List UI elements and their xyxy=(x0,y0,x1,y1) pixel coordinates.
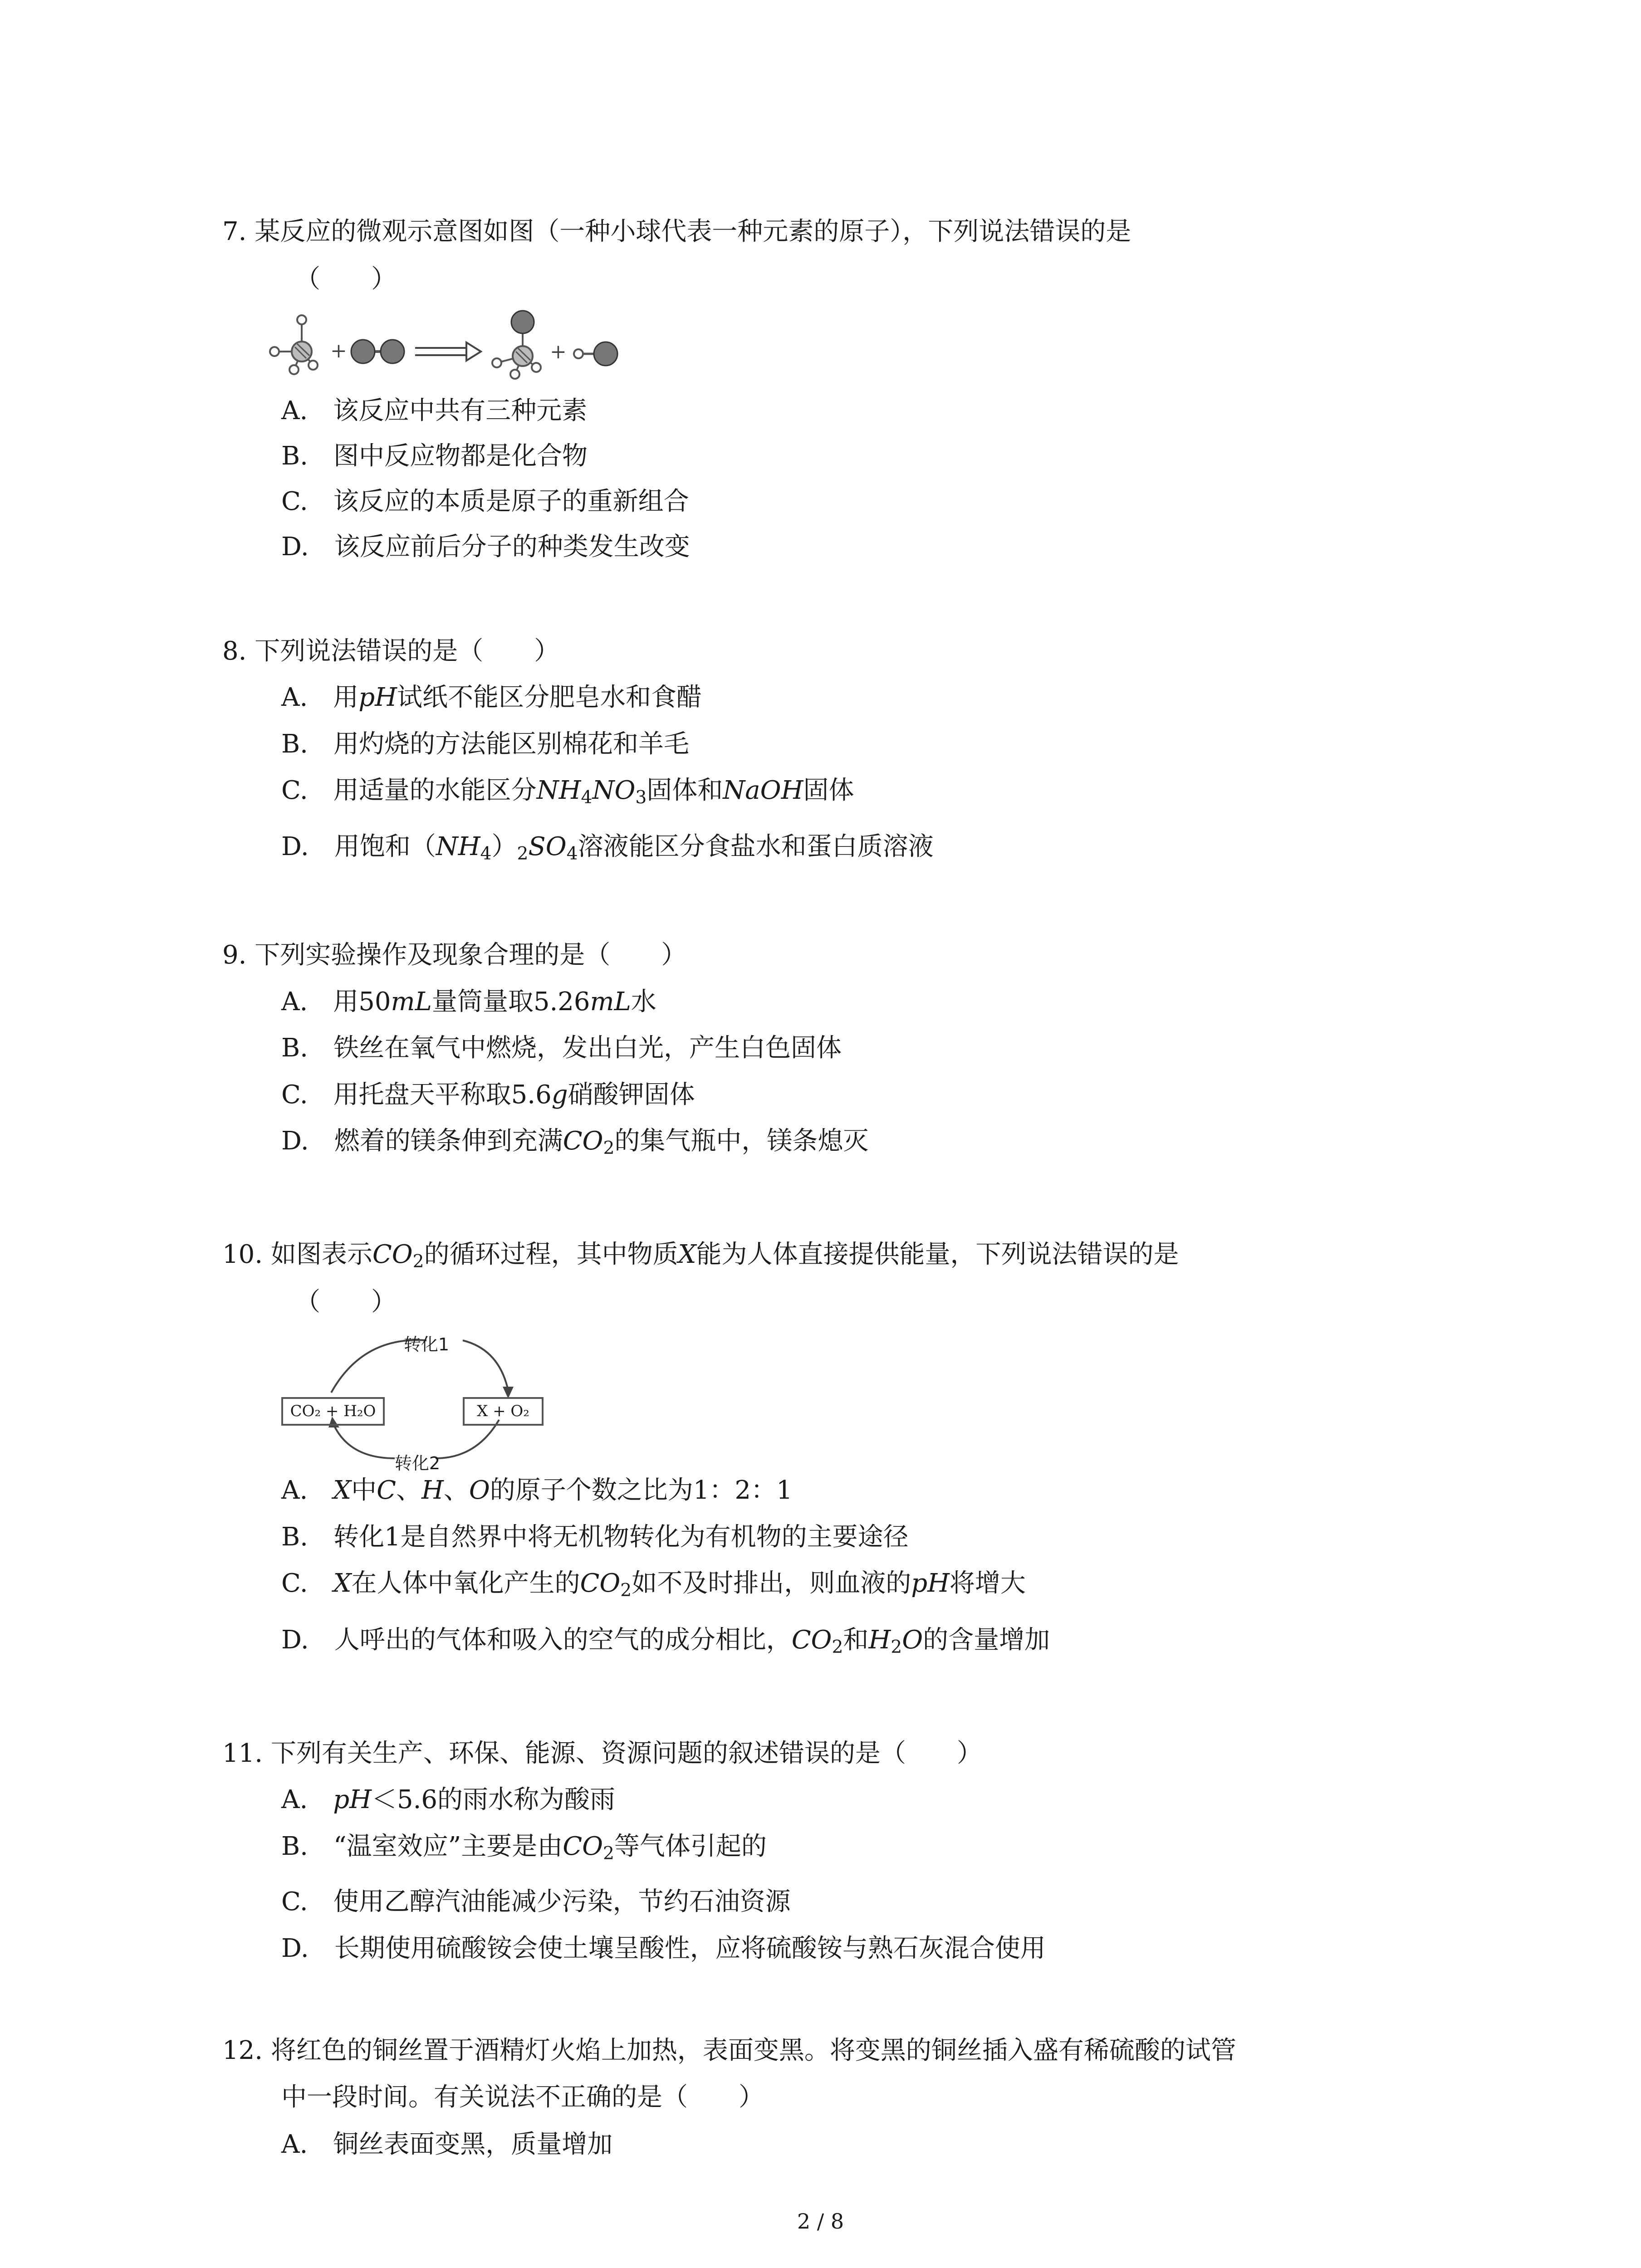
option-8c xyxy=(281,777,854,807)
option-text: ） xyxy=(491,832,517,861)
option-text: 如不及时排出，则血液的 xyxy=(632,1569,911,1598)
reaction-diagram xyxy=(268,308,676,386)
option-9a xyxy=(281,988,656,1016)
option-text: 和 xyxy=(843,1625,869,1655)
option-7a xyxy=(281,397,587,425)
option-text: 的原子个数之比为1：2：1 xyxy=(490,1476,793,1505)
subscript: 2 xyxy=(891,1637,902,1657)
question-number: 9. xyxy=(222,940,247,970)
option-text: 该反应的本质是原子的重新组合 xyxy=(333,487,689,516)
option-text: 固体和 xyxy=(647,776,723,805)
page-number: 2 / 8 xyxy=(797,2209,844,2234)
formula: CO xyxy=(791,1625,832,1655)
option-text: 该反应中共有三种元素 xyxy=(333,396,588,425)
subscript: 2 xyxy=(603,1138,615,1158)
option-label: D. xyxy=(281,832,309,861)
yields-arrow-icon xyxy=(415,342,481,361)
label-conversion-1: 转化1 xyxy=(403,1334,450,1354)
subscript: 2 xyxy=(832,1637,843,1657)
unit: mL xyxy=(391,987,432,1017)
formula: SO xyxy=(528,832,567,861)
option-text: 燃着的镁条伸到充满 xyxy=(334,1126,563,1156)
option-label: A. xyxy=(281,683,308,712)
option-8a xyxy=(281,684,702,712)
option-label: B. xyxy=(281,1832,308,1861)
option-text: 硝酸钾固体 xyxy=(568,1080,695,1110)
answer-paren: （ ） xyxy=(295,1287,397,1317)
option-label: A. xyxy=(281,1476,308,1505)
option-9d xyxy=(281,1127,868,1158)
question-text: 下列有关生产、环保、能源、资源问题的叙述错误的是（ ） xyxy=(270,1739,982,1768)
option-text: 等气体引起的 xyxy=(614,1832,767,1861)
option-11a xyxy=(281,1786,615,1814)
option-9b xyxy=(281,1034,842,1062)
subscript: 2 xyxy=(620,1580,632,1601)
option-text: 该反应前后分子的种类发生改变 xyxy=(334,532,690,562)
subscript: 2 xyxy=(517,843,529,864)
option-text: 中 xyxy=(351,1476,377,1505)
variable: pH xyxy=(333,1785,372,1814)
option-7c xyxy=(281,488,689,516)
option-text: 图中反应物都是化合物 xyxy=(333,441,588,471)
option-label: C. xyxy=(281,1080,308,1110)
question-number: 12. xyxy=(222,2036,263,2065)
option-label: C. xyxy=(281,1887,308,1916)
subscript: 4 xyxy=(480,843,492,864)
question-10-stem xyxy=(222,1241,1179,1271)
variable: X xyxy=(678,1240,696,1269)
subscript: 2 xyxy=(412,1251,424,1272)
formula: CO xyxy=(563,1126,603,1156)
formula: CO xyxy=(563,1832,603,1861)
question-12-stem-line-2: 中一段时间。有关说法不正确的是（ ） xyxy=(281,2082,764,2112)
variable: X xyxy=(333,1476,352,1505)
molecule-product-2 xyxy=(574,342,617,366)
question-text: 将红色的铜丝置于酒精灯火焰上加热，表面变黑。将变黑的铜丝插入盛有稀硫酸的试管 xyxy=(270,2036,1236,2065)
formula: H xyxy=(868,1625,891,1655)
option-text: “温室效应”主要是由 xyxy=(333,1832,563,1861)
option-10b xyxy=(281,1523,909,1551)
molecule-product-1 xyxy=(492,311,541,379)
formula: CO xyxy=(580,1569,621,1598)
co2-cycle-diagram xyxy=(281,1327,544,1473)
option-text: 用托盘天平称取5.6 xyxy=(333,1080,552,1110)
plus-sign: + xyxy=(330,339,347,362)
option-11d xyxy=(281,1935,1046,1963)
question-7-stem xyxy=(222,218,1131,246)
option-11c xyxy=(281,1888,791,1916)
option-11b xyxy=(281,1833,767,1863)
option-7d xyxy=(281,533,690,561)
option-text: 水 xyxy=(631,987,656,1017)
box-x-o2: X + O₂ xyxy=(463,1397,544,1426)
formula: CO xyxy=(372,1240,413,1269)
option-text: 量筒量取5.26 xyxy=(431,987,590,1017)
option-8d xyxy=(281,833,934,864)
question-12-stem xyxy=(222,2037,1236,2065)
question-9-stem xyxy=(222,941,686,969)
box-co2-h2o: CO₂ + H₂O xyxy=(281,1397,385,1426)
option-text: 铁丝在氧气中燃烧，发出白光，产生白色固体 xyxy=(333,1033,842,1063)
option-label: B. xyxy=(281,1033,308,1063)
option-10d xyxy=(281,1626,1050,1657)
molecule-reactant-2 xyxy=(351,340,404,363)
formula: NH xyxy=(536,776,581,805)
option-text: 的含量增加 xyxy=(923,1625,1050,1655)
option-text: 在人体中氧化产生的 xyxy=(351,1569,580,1598)
question-8-stem xyxy=(222,637,559,665)
option-text: 溶液能区分食盐水和蛋白质溶液 xyxy=(578,832,934,861)
option-text: 试纸不能区分肥皂水和食醋 xyxy=(397,683,702,712)
formula: O xyxy=(902,1625,923,1655)
option-12a xyxy=(281,2131,612,2159)
option-label: C. xyxy=(281,1569,308,1598)
question-number: 7. xyxy=(222,217,247,246)
subscript: 4 xyxy=(581,787,593,808)
subscript: 2 xyxy=(603,1843,614,1864)
molecule-reactant-1 xyxy=(270,315,318,374)
variable: C xyxy=(377,1476,396,1505)
option-text: 用饱和（ xyxy=(334,832,436,861)
option-text: 用灼烧的方法能区别棉花和羊毛 xyxy=(333,729,689,759)
formula: NaOH xyxy=(723,776,803,805)
option-7b xyxy=(281,442,588,470)
option-text: 转化1是自然界中将无机物转化为有机物的主要途径 xyxy=(333,1522,909,1552)
answer-paren: （ ） xyxy=(295,264,397,294)
option-text: 用50 xyxy=(333,987,391,1017)
option-label: A. xyxy=(281,2130,308,2159)
option-10c xyxy=(281,1569,1026,1600)
option-text: 铜丝表面变黑，质量增加 xyxy=(333,2130,613,2159)
unit: g xyxy=(551,1080,568,1110)
option-label: D. xyxy=(281,532,309,562)
formula: pH xyxy=(358,683,397,712)
option-label: D. xyxy=(281,1625,309,1655)
option-label: D. xyxy=(281,1126,309,1156)
question-11-stem xyxy=(222,1740,982,1768)
option-label: A. xyxy=(281,987,308,1017)
subscript: 4 xyxy=(566,843,578,864)
question-text: 某反应的微观示意图如图（一种小球代表一种元素的原子），下列说法错误的是 xyxy=(255,217,1132,246)
plus-sign: + xyxy=(550,340,567,363)
question-number: 8. xyxy=(222,636,247,666)
option-label: A. xyxy=(281,1785,308,1814)
question-text: 下列说法错误的是（ ） xyxy=(255,636,560,666)
option-9c xyxy=(281,1081,695,1109)
option-text: 用 xyxy=(333,683,359,712)
option-text: 、 xyxy=(396,1476,421,1505)
option-text: 将增大 xyxy=(949,1569,1026,1598)
unit: mL xyxy=(590,987,631,1017)
option-text: 长期使用硫酸铵会使土壤呈酸性，应将硫酸铵与熟石灰混合使用 xyxy=(334,1934,1046,1963)
formula: NO xyxy=(592,776,636,805)
option-label: B. xyxy=(281,729,308,759)
question-text: 下列实验操作及现象合理的是（ ） xyxy=(255,940,687,970)
option-text: 人呼出的气体和吸入的空气的成分相比， xyxy=(334,1625,792,1655)
option-text: ＜5.6的雨水称为酸雨 xyxy=(371,1785,615,1814)
variable: X xyxy=(333,1569,352,1598)
option-text: 、 xyxy=(443,1476,469,1505)
option-label: B. xyxy=(281,441,308,471)
variable: H xyxy=(421,1476,444,1505)
label-conversion-2: 转化2 xyxy=(394,1453,441,1473)
option-text: 固体 xyxy=(803,776,854,805)
option-label: A. xyxy=(281,396,308,425)
option-text: 使用乙醇汽油能减少污染，节约石油资源 xyxy=(333,1887,791,1916)
option-text: 的集气瓶中，镁条熄灭 xyxy=(614,1126,869,1156)
question-number: 11. xyxy=(222,1739,263,1768)
option-label: C. xyxy=(281,487,308,516)
option-label: C. xyxy=(281,776,308,805)
formula: NH xyxy=(436,832,480,861)
option-text: 用适量的水能区分 xyxy=(333,776,537,805)
question-text: 如图表示 xyxy=(270,1240,372,1269)
conversion-1-arc-right xyxy=(463,1340,508,1390)
subscript: 3 xyxy=(635,787,647,808)
option-label: D. xyxy=(281,1934,309,1963)
question-number: 10. xyxy=(222,1240,263,1269)
question-text: 能为人体直接提供能量，下列说法错误的是 xyxy=(696,1240,1179,1269)
variable: pH xyxy=(911,1569,950,1598)
option-label: B. xyxy=(281,1522,308,1552)
option-8b xyxy=(281,730,689,758)
question-text: 的循环过程，其中物质 xyxy=(424,1240,678,1269)
variable: O xyxy=(469,1476,490,1505)
option-10a xyxy=(281,1476,793,1505)
